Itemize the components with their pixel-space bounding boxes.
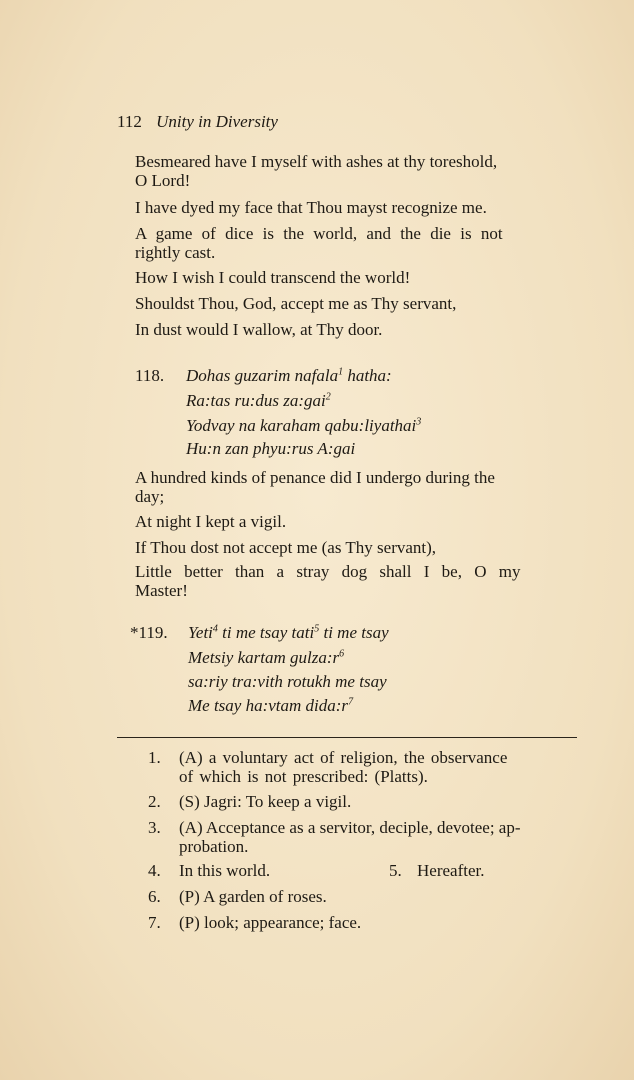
running-header — [117, 112, 278, 132]
footnote-text: (P) A garden of roses. — [179, 887, 327, 906]
running-title: Unity in Diversity — [156, 112, 278, 131]
footnote-text: (A) a voluntary act of religion, the observance of which is not prescribed: (Platts). — [179, 748, 508, 786]
footnote-number: 7. — [148, 913, 161, 932]
footnote-number: 4. — [148, 861, 161, 880]
text-line: How I wish I could transcend the world! — [135, 268, 411, 287]
verse-line: Yodvay na karaham qabu:liyathai$^3$ — [186, 416, 422, 435]
verse-line: Hu:n zan phyu:rus A:gai — [186, 439, 356, 458]
footnote-number: 2. — [148, 792, 161, 811]
text-line: A game of dice is the world, and the die is not — [135, 224, 503, 243]
verse-line: Ra:tas ru:dus za:gai$^2$ — [186, 391, 331, 410]
text-line: In dust would I wallow, at Thy door. — [135, 320, 383, 339]
verse-line: Dohas guzarim nafala$^1$ hatha: — [186, 366, 392, 385]
footnote-text: (P) look; appearance; face. — [179, 913, 362, 932]
verse-line: Me tsay ha:vtam $dida:r^7$ — [188, 696, 354, 715]
text-line: Besmeared have I myself with ashes at thy toreshold, — [135, 152, 498, 171]
verse-line: Yeti$^4$ ti me tsay tati$^5$ ti me tsay — [188, 623, 389, 642]
text-line: A hundred kinds of penance did I undergo during the — [135, 468, 495, 487]
verse-number: 118. — [135, 366, 165, 385]
footnote-number: 5. — [389, 861, 402, 880]
text-line: day; — [135, 487, 165, 506]
text-line: rightly cast. — [135, 243, 216, 262]
text-line: At night I kept a vigil. — [135, 512, 287, 531]
verse-line: sa:riy tra:vith rotukh me tsay — [188, 672, 387, 691]
verse-number: *119. — [130, 623, 168, 642]
footnote-text: Hereafter. — [417, 861, 485, 880]
text-line: Master! — [135, 581, 188, 600]
footnote-number: 6. — [148, 887, 161, 906]
text-line: If Thou dost not accept me (as Thy servant), — [135, 538, 437, 557]
footnote-number: 1. — [148, 748, 161, 767]
text-line: Little better than a stray dog shall I be, O my — [135, 562, 521, 581]
footnote-number: 3. — [148, 818, 161, 837]
verse-line: Metsiy kartam $gulza:r^6$ — [188, 648, 345, 667]
footnote-text: In this world. — [179, 861, 271, 880]
text-line: I have dyed my face that Thou mayst recognize me. — [135, 198, 487, 217]
footnote-divider — [117, 737, 577, 738]
footnote-text: (A) Acceptance as a servitor, deciple, devotee; ap- probation. — [179, 818, 521, 856]
footnote-text: (S) Jagri: To keep a vigil. — [179, 792, 352, 811]
text-line: Shouldst Thou, God, accept me as Thy servant, — [135, 294, 457, 313]
page-number: 112 — [117, 112, 142, 131]
text-line: O Lord! — [135, 171, 191, 190]
